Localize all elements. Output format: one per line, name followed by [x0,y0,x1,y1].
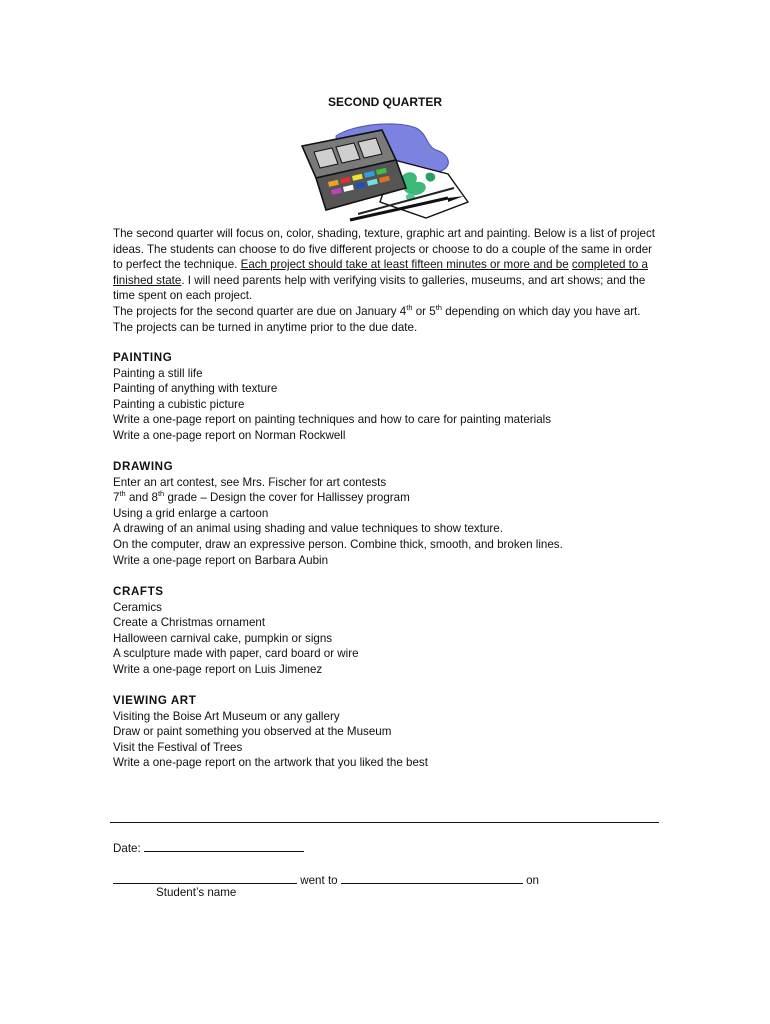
paint-box-clipart-icon [298,118,470,228]
list-item: Halloween carnival cake, pumpkin or signs [113,631,333,645]
section-heading: DRAWING [113,460,174,473]
list-item: Draw or paint something you observed at the Museum [113,725,392,739]
divider-line [110,822,659,823]
list-item: 7th and 8th grade – Design the cover for Hallissey program [113,489,410,505]
place-blank-field[interactable] [341,871,523,884]
list-item: A sculpture made with paper, card board or wire [113,647,359,661]
section-heading: CRAFTS [113,585,164,598]
date-blank-field[interactable] [144,839,304,852]
intro-paragraph-1: The second quarter will focus on, color, shading, texture, graphic art and painting. Below is a list of project ideas. The students can choose to do five different projects or choose to do a couple of the same in order to perfect the technique. Each project should take at least fifteen minutes or more and be completed to a finished state. I will need parents help with verifying visits to galleries, museums, and art shows; and the time spent on each project. [113,227,655,303]
list-item: Ceramics [113,600,162,614]
list-item: Using a grid enlarge a cartoon [113,506,269,520]
section-viewing-art [113,693,673,771]
page-title: SECOND QUARTER [327,95,442,109]
on-label: on [526,874,539,887]
list-item: Write a one-page report on Luis Jimenez [113,662,323,676]
section-painting [113,350,673,444]
went-to-label: went to [300,874,338,887]
visit-row [113,871,539,887]
list-item: Write a one-page report on Barbara Aubin [113,553,329,567]
list-item: A drawing of an animal using shading and value techniques to show texture. [113,522,503,536]
section-heading: VIEWING ART [113,694,197,707]
list-item: Write a one-page report on painting techniques and how to care for painting materials [113,413,552,427]
intro-paragraph-2: The projects for the second quarter are due on January 4th or 5th depending on which day you have art. The projects can be turned in anytime prior to the due date. [113,303,641,334]
date-row [113,839,304,855]
date-label: Date: [113,842,141,855]
section-heading: PAINTING [113,351,173,364]
student-name-blank-field[interactable] [113,871,297,884]
list-item: Visit the Festival of Trees [113,740,243,754]
list-item: Visiting the Boise Art Museum or any gallery [113,709,340,723]
list-item: Create a Christmas ornament [113,616,266,630]
list-item: Painting a cubistic picture [113,397,245,411]
list-item: Write a one-page report on Norman Rockwell [113,428,346,442]
list-item: Write a one-page report on the artwork that you liked the best [113,756,428,770]
intro-text [113,226,658,335]
list-item: Painting of anything with texture [113,382,278,396]
section-drawing [113,459,673,568]
underlined-requirement: Each project should take at least fifteen minutes or more and be [240,258,569,272]
underlined-finished-state: completed to a finished state [113,258,648,287]
list-item: Enter an art contest, see Mrs. Fischer for art contests [113,475,387,489]
section-crafts [113,584,673,678]
student-name-label: Student’s name [156,886,237,899]
list-item: On the computer, draw an expressive person. Combine thick, smooth, and broken lines. [113,537,563,551]
list-item: Painting a still life [113,366,203,380]
